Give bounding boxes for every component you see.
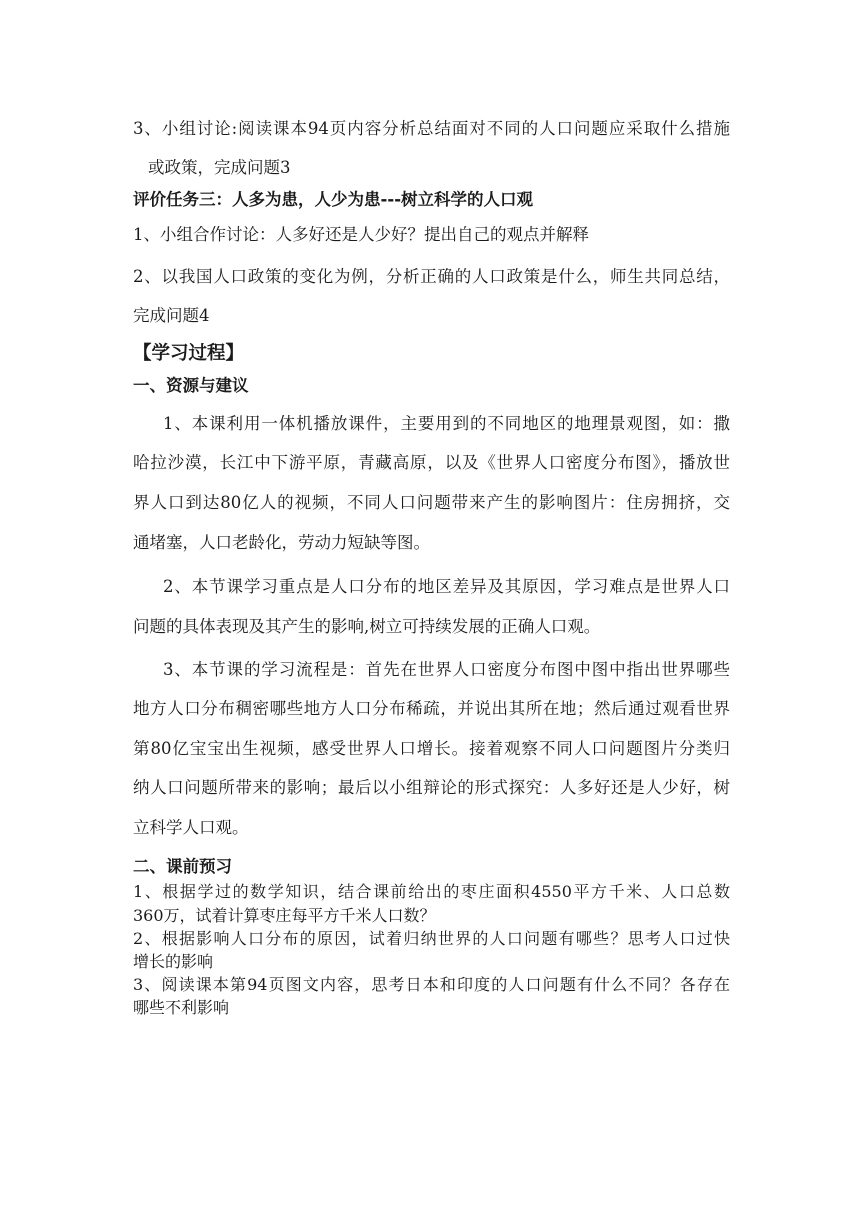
para1-line1: 1、本课利用一体机播放课件，主要用到的不同地区的地理景观图，如：撒 bbox=[163, 414, 730, 433]
preview-line1: 1、根据学过的数学知识，结合课前给出的枣庄面积4550平方千米、人口总数 bbox=[133, 882, 730, 901]
eval-task-3-item2-line1: 2、以我国人口政策的变化为例，分析正确的人口政策是什么，师生共同总结， bbox=[133, 267, 730, 286]
section-preview-title: 二、课前预习 bbox=[133, 857, 232, 876]
eval-task-3-item2-line2: 完成问题4 bbox=[133, 306, 210, 325]
para1-line2: 哈拉沙漠，长江中下游平原，青藏高原，以及《世界人口密度分布图》，播放世 bbox=[133, 453, 730, 472]
task-item-3-line2: 或政策，完成问题3 bbox=[148, 158, 291, 177]
preview-line4: 增长的影响 bbox=[133, 952, 214, 971]
preview-line2: 360万，试着计算枣庄每平方千米人口数？ bbox=[133, 906, 436, 925]
preview-line6: 哪些不利影响 bbox=[133, 998, 230, 1017]
eval-task-3-title: 评价任务三：人多为患，人少为患---树立科学的人口观 bbox=[133, 190, 534, 209]
task-item-3-line1: 3、小组讨论:阅读课本94页内容分析总结面对不同的人口问题应采取什么措施 bbox=[133, 119, 730, 138]
para2-line2: 问题的具体表现及其产生的影响,树立可持续发展的正确人口观。 bbox=[133, 617, 601, 636]
para3-line1: 3、本节课的学习流程是：首先在世界人口密度分布图中图中指出世界哪些 bbox=[163, 660, 730, 679]
learning-process-heading: 【学习过程】 bbox=[133, 343, 245, 364]
para3-line4: 纳人口问题所带来的影响；最后以小组辩论的形式探究：人多好还是人少好，树 bbox=[133, 778, 730, 797]
preview-line5: 3、阅读课本第94页图文内容，思考日本和印度的人口问题有什么不同？各存在 bbox=[133, 975, 730, 994]
para2-line1: 2、本节课学习重点是人口分布的地区差异及其原因，学习难点是世界人口 bbox=[163, 577, 730, 596]
para1-line4: 通堵塞，人口老龄化，劳动力短缺等图。 bbox=[133, 533, 430, 552]
para1-line3: 界人口到达80亿人的视频，不同人口问题带来产生的影响图片：住房拥挤，交 bbox=[133, 493, 730, 512]
para3-line3: 第80亿宝宝出生视频，感受世界人口增长。接着观察不同人口问题图片分类归 bbox=[133, 739, 730, 758]
eval-task-3-item1: 1、小组合作讨论：人多好还是人少好？提出自己的观点并解释 bbox=[133, 225, 589, 244]
preview-line3: 2、根据影响人口分布的原因，试着归纳世界的人口问题有哪些？思考人口过快 bbox=[133, 929, 730, 948]
section-resources-title: 一、资源与建议 bbox=[133, 376, 249, 395]
para3-line5: 立科学人口观。 bbox=[133, 818, 249, 837]
para3-line2: 地方人口分布稠密哪些地方人口分布稀疏，并说出其所在地；然后通过观看世界 bbox=[133, 699, 730, 718]
